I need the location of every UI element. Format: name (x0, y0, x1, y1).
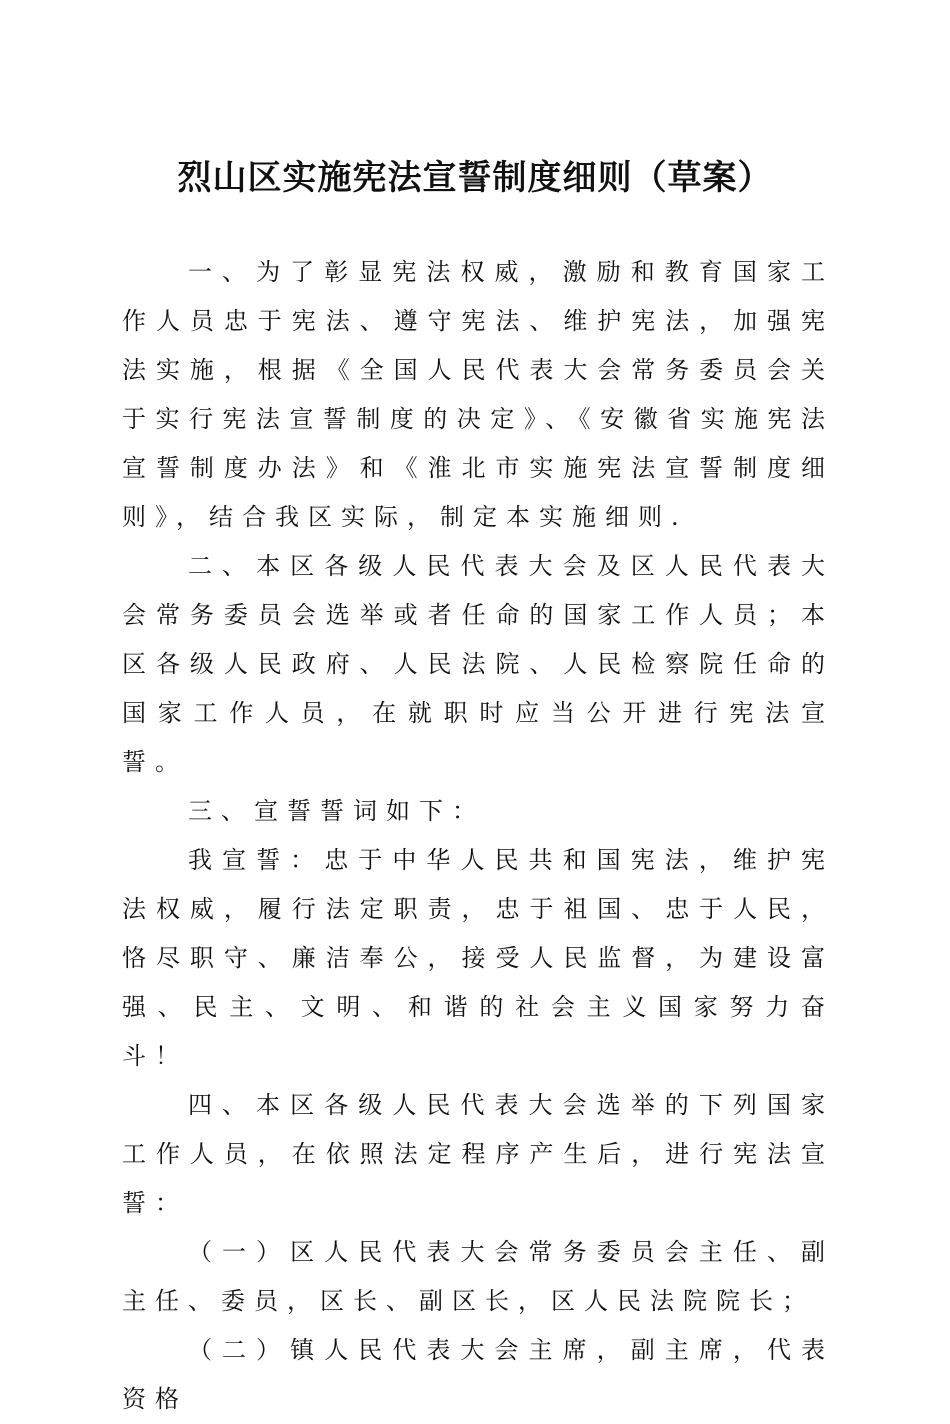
paragraph-article-2: 二、本区各级人民代表大会及区人民代表大会常务委员会选举或者任命的国家工作人员；本区各级人民政府、人民法院、人民检察院任命的国家工作人员，在就职时应当公开进行宪法宣誓。 (122, 552, 834, 776)
paragraph-article-1: 一、为了彰显宪法权威，激励和教育国家工作人员忠于宪法、遵守宪法、维护宪法，加强宪法实施，根据《全国人民代表大会常务委员会关于实行宪法宣誓制度的决定》、《安徽省实施宪法宣誓制度办法》和《淮北市实施宪法宣誓制度细则》，结合我区实际，制定本实施细则. (122, 258, 834, 531)
paragraph-item-2: （二）镇人民代表大会主席，副主席，代表资格 (122, 1336, 834, 1413)
document-title: 烈山区实施宪法宣誓制度细则（草案） (177, 158, 773, 198)
paragraph-oath-text: 我宣誓：忠于中华人民共和国宪法，维护宪法权威，履行法定职责，忠于祖国、忠于人民，恪尽职守、廉洁奉公，接受人民监督，为建设富强、民主、文明、和谐的社会主义国家努力奋斗！ (122, 846, 834, 1070)
paragraph-article-4: 四、本区各级人民代表大会选举的下列国家工作人员，在依照法定程序产生后，进行宪法宣誓： (122, 1091, 834, 1217)
paragraph-article-3: 三、宣誓誓词如下： (188, 797, 485, 825)
paragraph-item-1: （一）区人民代表大会常务委员会主任、副主任、委员，区长、副区长，区人民法院院长； (122, 1238, 834, 1315)
document-body (122, 248, 834, 1424)
